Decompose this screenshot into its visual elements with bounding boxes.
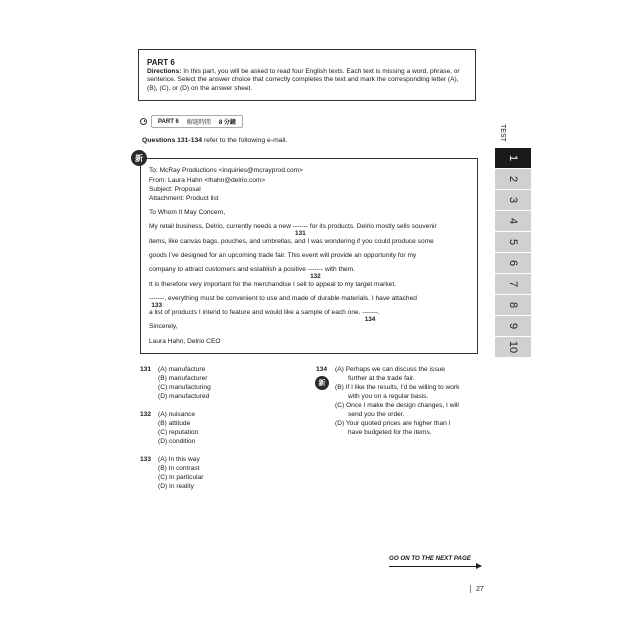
option[interactable]: (A) Perhaps we can discuss the issue <box>335 366 445 373</box>
go-next-page: GO ON TO THE NEXT PAGE <box>389 555 471 562</box>
email-line-4 <box>149 266 355 280</box>
timer-label: 解題時間 <box>186 120 211 126</box>
tab-test-2[interactable] <box>495 169 531 189</box>
blank-number: 134 <box>364 316 376 323</box>
tab-test-9[interactable] <box>495 316 531 336</box>
option[interactable]: (C) In particular <box>158 474 204 481</box>
blank-mark: ------- <box>307 266 324 273</box>
question-number <box>316 366 327 373</box>
option[interactable]: (D) Your quoted prices are higher than I <box>335 420 451 427</box>
email-line-3: goods I've designed for an upcoming trade fair. This event will provide an opportunity for my <box>149 252 417 259</box>
email-signature: Laura Hahn, Delrio CEO <box>149 338 221 345</box>
tab-test-8[interactable] <box>495 295 531 315</box>
option[interactable]: (B) If I like the results, I'd be willing to work <box>335 384 460 391</box>
tab-label: 8 <box>507 301 519 309</box>
timer-minutes: 8 分鐘 <box>218 120 236 126</box>
blank-134 <box>362 309 378 323</box>
tab-test-3[interactable] <box>495 190 531 210</box>
blank-number: 132 <box>310 273 321 280</box>
test-label: TEST <box>499 124 506 142</box>
option[interactable]: (D) In reality <box>158 483 194 490</box>
email-closing: Sincerely, <box>149 323 178 330</box>
tab-test-6[interactable] <box>495 253 531 273</box>
email-text: . <box>377 309 380 316</box>
option[interactable]: (C) Once I make the design changes, I will <box>335 402 459 409</box>
option-continued: have budgeted for the items. <box>348 429 432 436</box>
email-greeting: To Whom It May Concern, <box>149 209 226 216</box>
page-number <box>470 585 484 593</box>
arrow-right-icon <box>476 563 482 569</box>
email-text: with them. <box>324 266 355 273</box>
email-attachment: Attachment: Product list <box>149 195 219 202</box>
option[interactable]: (A) manufacture <box>158 366 206 373</box>
email-text: company to attract customers and establish a positive <box>149 266 306 273</box>
tab-label: 9 <box>507 322 519 330</box>
part-title: PART 6 <box>147 58 175 67</box>
tab-label: 1 <box>507 154 519 162</box>
blank-number: 131 <box>295 230 306 237</box>
question-number <box>140 411 151 418</box>
clock-icon <box>140 118 147 125</box>
question-num-134: 134 <box>316 366 328 373</box>
question-range: Questions 131-134 <box>142 137 203 144</box>
email-line-2: items, like canvas bags, pouches, and umbrellas, and I was wondering if you could produce some <box>149 238 434 245</box>
email-text: a list of products I intend to feature and would like a sample of each one. <box>149 309 361 316</box>
question-intro-text: refer to the following e-mail. <box>203 137 288 144</box>
tab-test-5[interactable] <box>495 232 531 252</box>
tab-label: 3 <box>507 196 519 204</box>
blank-133 <box>149 295 165 309</box>
page-number-text: 27 <box>476 585 484 593</box>
tab-label: 7 <box>507 280 519 288</box>
tab-label: 5 <box>507 238 519 246</box>
email-line-1 <box>149 223 437 237</box>
blank-mark: ------- <box>362 309 378 316</box>
tab-test-1[interactable] <box>495 148 531 168</box>
timer-pill <box>151 115 243 128</box>
option[interactable]: (C) reputation <box>158 429 199 436</box>
go-next-underline <box>389 566 481 567</box>
email-subject: Subject: Proposal <box>149 186 201 193</box>
question-num-133: 133 <box>140 456 152 463</box>
option-continued: further at the trade fair. <box>348 375 415 382</box>
tab-test-7[interactable] <box>495 274 531 294</box>
tab-label: 6 <box>507 259 519 267</box>
directions-label: Directions: <box>147 68 182 75</box>
blank-mark: ------- <box>149 295 165 302</box>
question-number <box>140 366 151 373</box>
option[interactable]: (A) In this way <box>158 456 200 463</box>
blank-132 <box>307 266 324 280</box>
timer-part: PART 6 <box>158 118 179 125</box>
tab-label: 10 <box>507 340 519 354</box>
question-intro <box>142 137 287 144</box>
directions-text <box>147 68 469 93</box>
option[interactable]: (D) manufactured <box>158 393 210 400</box>
directions-box <box>138 49 476 101</box>
new-badge: 新 <box>131 150 147 166</box>
tab-label: 2 <box>507 175 519 183</box>
option[interactable]: (D) condition <box>158 438 196 445</box>
blank-131 <box>292 223 309 237</box>
email-from: From: Laura Hahn <lhahn@delrio.com> <box>149 177 266 184</box>
tab-test-4[interactable] <box>495 211 531 231</box>
question-num-132: 132 <box>140 411 152 418</box>
solve-time <box>140 115 243 128</box>
email-to: To: McRay Productions <inquiries@mcrayprod.com> <box>149 167 304 174</box>
option[interactable]: (C) manufacturing <box>158 384 211 391</box>
tab-test-10[interactable] <box>495 337 531 357</box>
option-continued: with you on a regular basis. <box>348 393 429 400</box>
question-number <box>140 456 151 463</box>
option[interactable]: (B) In contrast <box>158 465 200 472</box>
question-num-131: 131 <box>140 366 152 373</box>
option[interactable]: (A) nuisance <box>158 411 196 418</box>
blank-number: 133 <box>151 302 163 309</box>
email-text: My retail business, Delrio, currently needs a new <box>149 223 291 230</box>
email-line-6 <box>149 295 417 309</box>
option[interactable]: (B) attitude <box>158 420 191 427</box>
blank-mark: ------- <box>292 223 309 230</box>
email-text: , everything must be convenient to use and made of durable materials. I have attached <box>164 295 417 302</box>
email-line-7 <box>149 309 380 323</box>
option[interactable]: (B) manufacturer <box>158 375 208 382</box>
option-continued: send you the order. <box>348 411 405 418</box>
tab-label: 4 <box>507 217 519 225</box>
new-badge-134: 新 <box>315 376 329 390</box>
directions-body: In this part, you will be asked to read four English texts. Each text is missing a word, phrase, or sentence. Select the answer choice that correctly completes the text and mark the corresponding letter (A), (B), (C), or (D) on the answer sheet. <box>147 68 460 92</box>
email-line-5: It is therefore very important for the merchandise I sell to appeal to my target market. <box>149 281 397 288</box>
email-text: for its products. Delrio mostly sells souvenir <box>309 223 437 230</box>
page-divider <box>470 585 471 593</box>
